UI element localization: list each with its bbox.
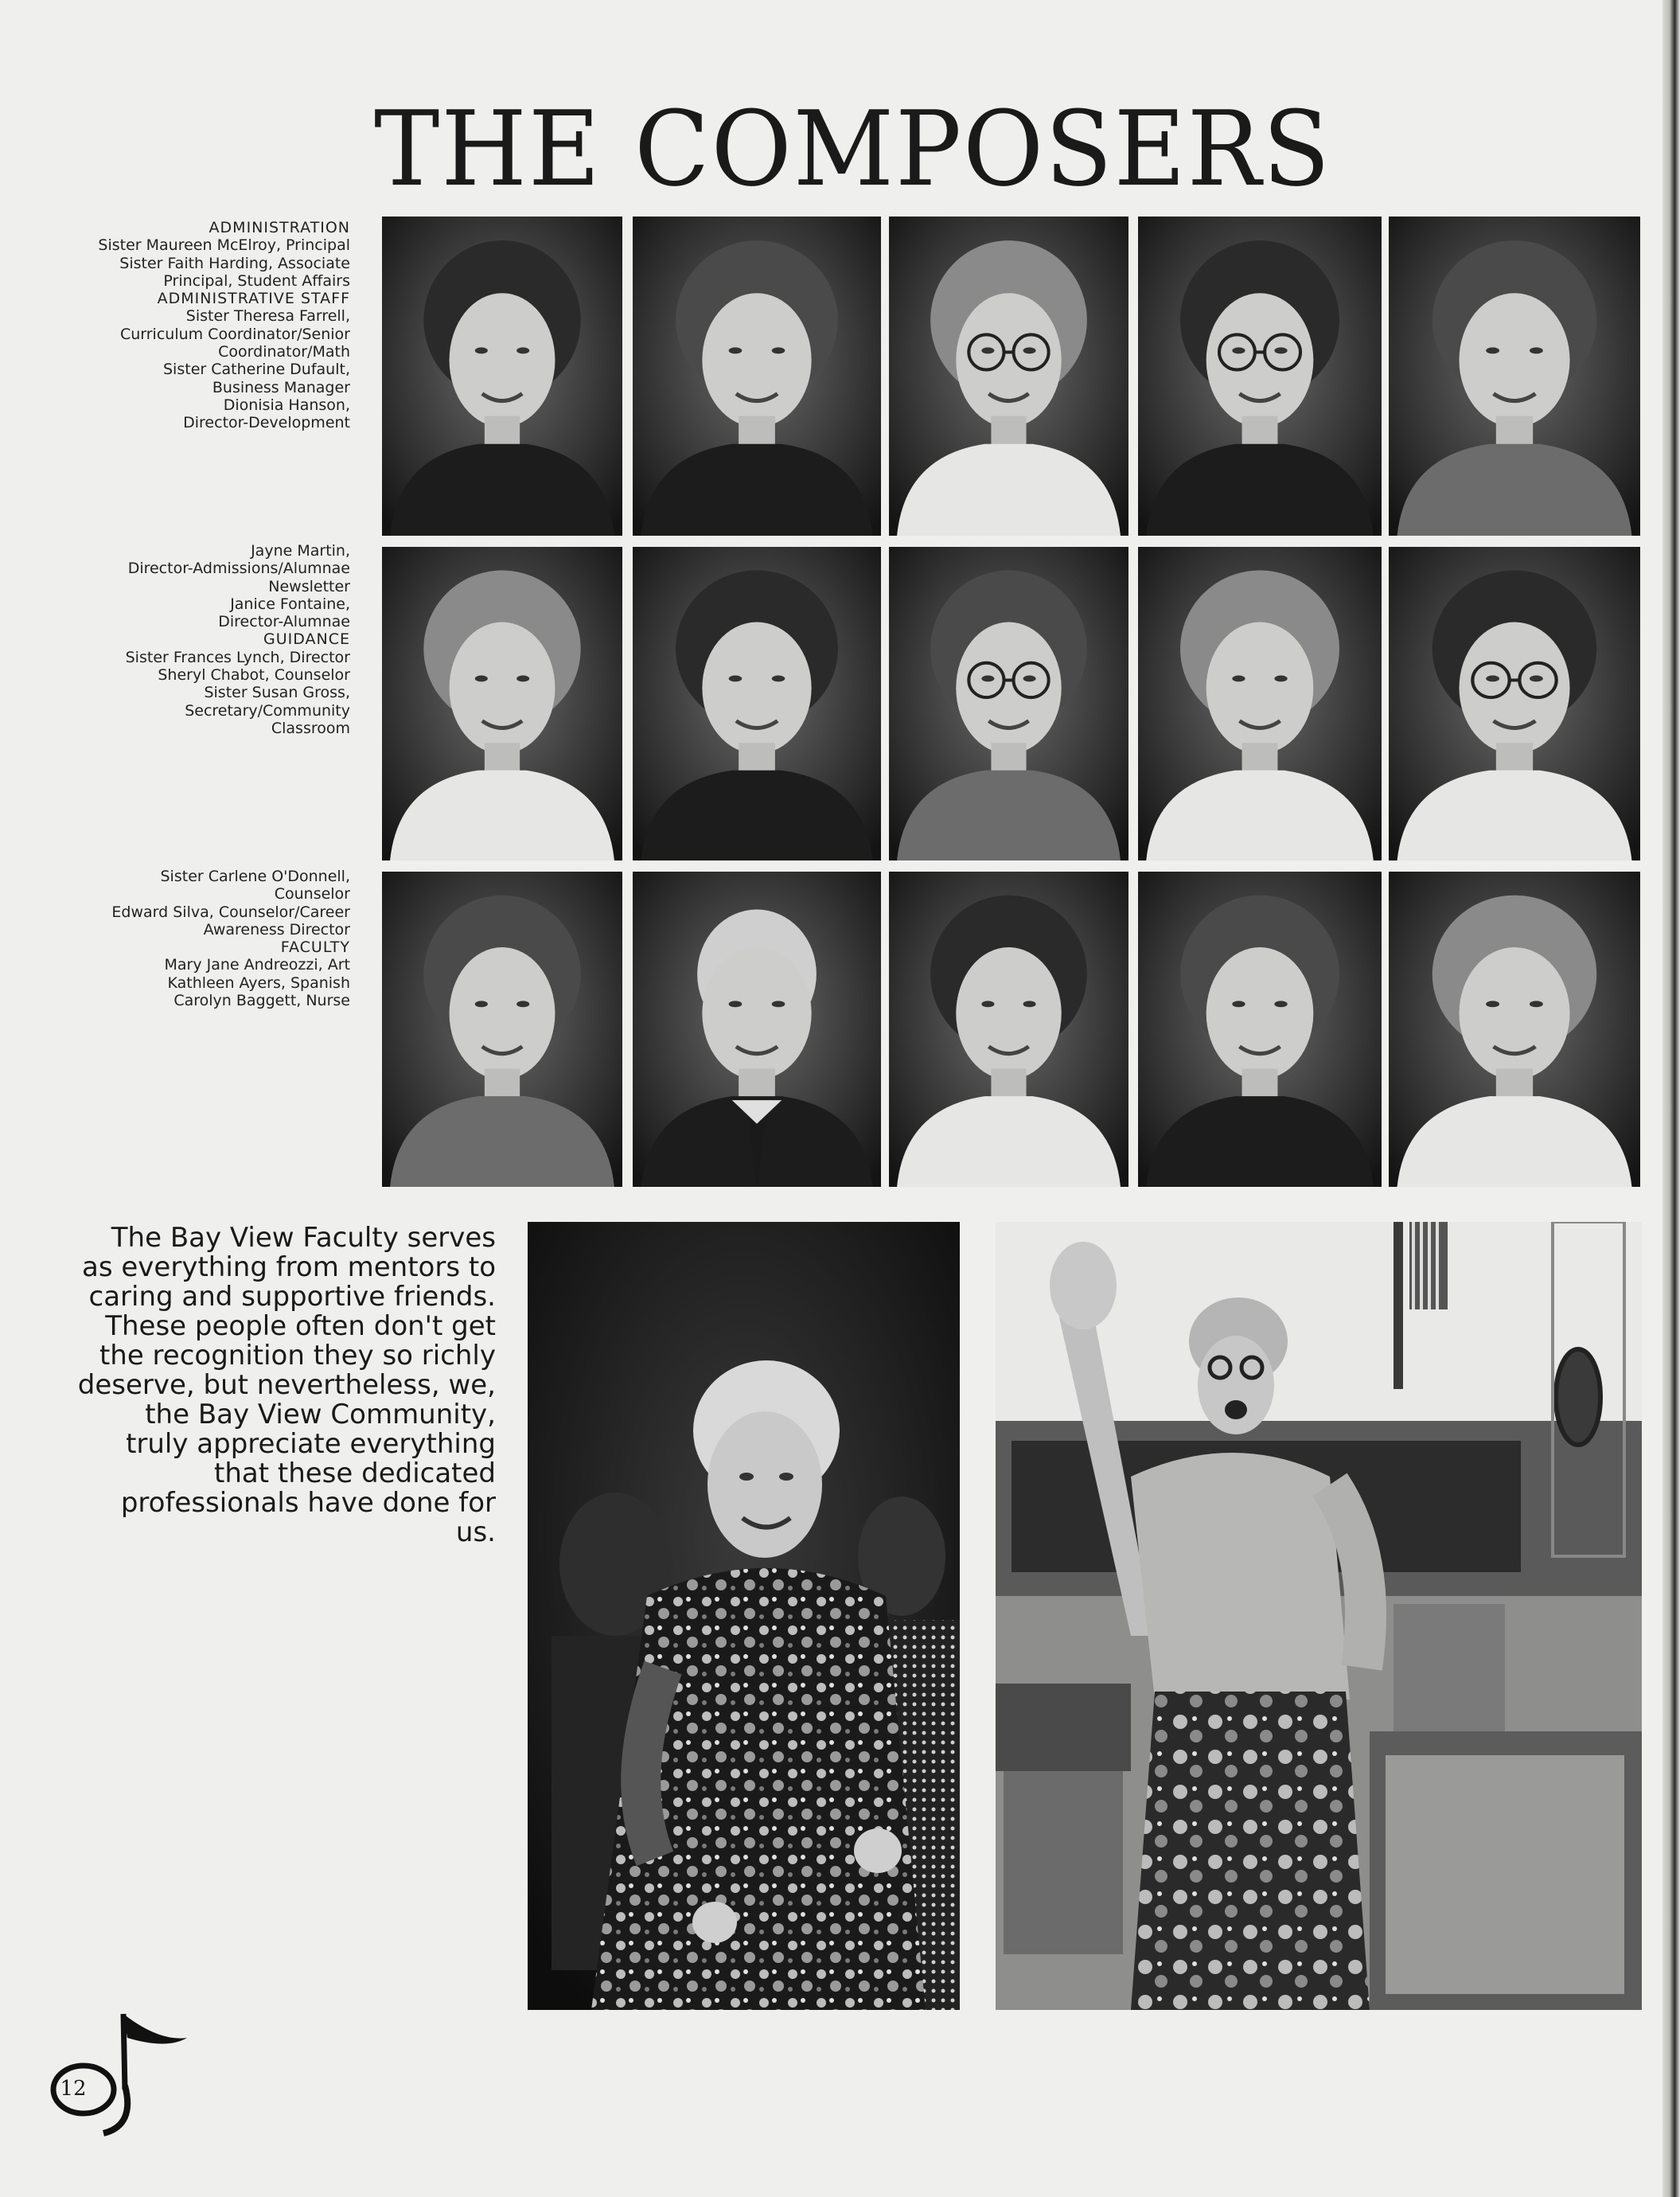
caption-line: Sheryl Chabot, Counselor (158, 666, 350, 685)
caption-line: Classroom (271, 719, 350, 737)
caption-admissions-guidance (48, 542, 350, 737)
blurb-line: us. (455, 1516, 496, 1548)
caption-line: Counselor (274, 885, 350, 903)
caption-section-heading: ADMINISTRATION (209, 219, 350, 236)
caption-line: Newsletter (268, 577, 350, 595)
faculty-portrait (889, 547, 1128, 860)
blurb-line: truly appreciate everything (126, 1428, 496, 1460)
caption-line: Principal, Student Affairs (163, 271, 350, 290)
faculty-portrait (1389, 547, 1640, 860)
caption-line: Janice Fontaine, (230, 595, 350, 613)
faculty-portrait (1389, 217, 1640, 536)
caption-line: Mary Jane Andreozzi, Art (164, 956, 350, 974)
blurb-line: The Bay View Faculty serves (111, 1222, 496, 1254)
faculty-portrait (889, 872, 1128, 1187)
caption-section-heading: GUIDANCE (263, 630, 350, 649)
caption-line: Carolyn Baggett, Nurse (173, 992, 350, 1010)
blurb-line: as everything from mentors to (82, 1251, 496, 1283)
blurb-line: the Bay View Community, (145, 1399, 496, 1430)
caption-line: Jayne Martin, (251, 542, 350, 560)
faculty-portrait (1389, 872, 1640, 1187)
faculty-portrait (382, 217, 622, 536)
page-title: THE COMPOSERS (374, 88, 1332, 209)
caption-line: Sister Frances Lynch, Director (125, 648, 350, 666)
blurb-line: These people often don't get (105, 1310, 496, 1342)
faculty-portrait (1138, 872, 1382, 1187)
caption-line: Coordinator/Math (218, 343, 350, 361)
caption-line: Business Manager (212, 378, 350, 396)
caption-section-heading: ADMINISTRATIVE STAFF (157, 290, 350, 308)
faculty-portrait (1138, 547, 1382, 860)
caption-line: Dionisia Hanson, (223, 396, 350, 414)
blurb-line: that these dedicated (214, 1458, 496, 1489)
caption-administration (48, 219, 350, 432)
binding-edge (1662, 0, 1680, 2197)
faculty-portrait (633, 547, 881, 860)
candid-photo-dancing-teacher (528, 1222, 960, 2010)
caption-line: Director-Alumnae (218, 613, 350, 631)
candid-photo-waving-teacher (996, 1222, 1642, 2010)
caption-line: Edward Silva, Counselor/Career (111, 903, 350, 921)
caption-line: Director-Admissions/Alumnae (127, 560, 350, 578)
caption-line: Curriculum Coordinator/Senior (119, 325, 350, 343)
blurb-line: caring and supportive friends. (88, 1281, 496, 1313)
blurb-line: professionals have done for (120, 1487, 496, 1519)
faculty-portrait (633, 872, 881, 1187)
page-number: 12 (60, 2077, 87, 2101)
faculty-blurb (48, 1223, 496, 1547)
faculty-portrait (382, 547, 622, 860)
caption-line: Sister Theresa Farrell, (185, 307, 350, 326)
blurb-line: the recognition they so richly (99, 1340, 496, 1372)
caption-line: Director-Development (183, 414, 350, 432)
caption-line: Sister Faith Harding, Associate (119, 254, 350, 272)
faculty-portrait (382, 872, 622, 1187)
faculty-portrait (1138, 217, 1382, 536)
caption-counselors-faculty (48, 868, 350, 1009)
faculty-portrait (889, 217, 1128, 536)
caption-line: Secretary/Community (185, 701, 350, 720)
caption-line: Sister Catherine Dufault, (163, 361, 350, 379)
caption-line: Kathleen Ayers, Spanish (167, 974, 350, 992)
caption-line: Awareness Director (203, 920, 350, 939)
caption-line: Sister Maureen McElroy, Principal (98, 236, 350, 255)
blurb-line: deserve, but nevertheless, we, (77, 1369, 496, 1401)
caption-section-heading: FACULTY (280, 939, 350, 957)
caption-line: Sister Susan Gross, (204, 684, 350, 702)
caption-line: Sister Carlene O'Donnell, (160, 868, 350, 885)
faculty-portrait (633, 217, 881, 536)
